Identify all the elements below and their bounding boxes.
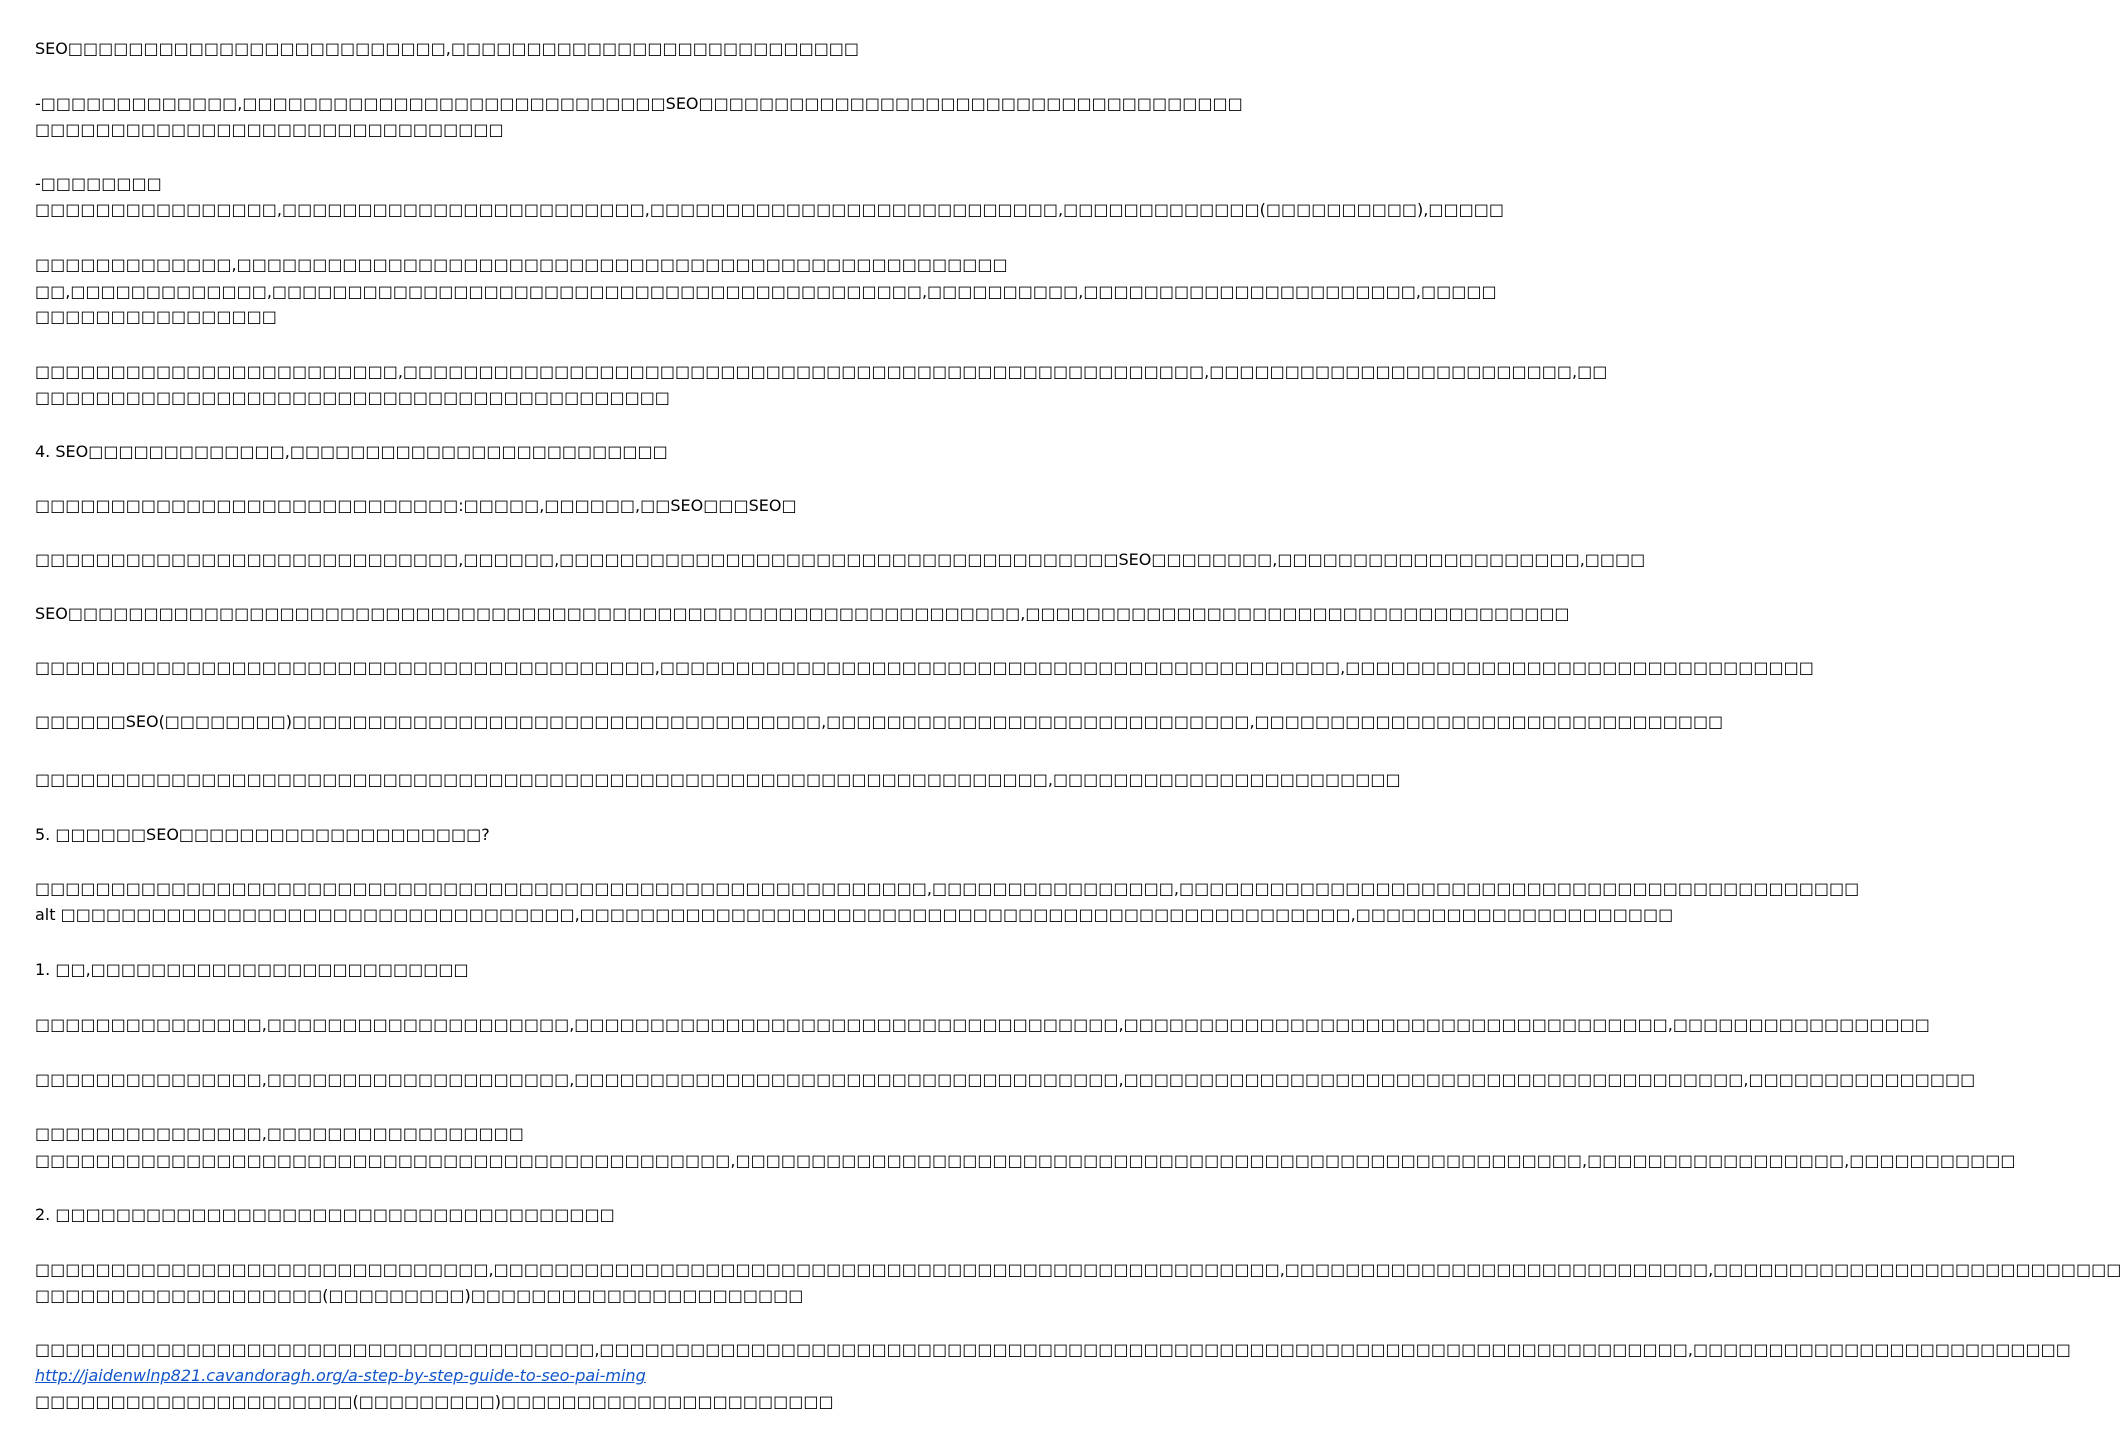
paragraph-18-line-1: □□□□□□□□□□□□□□□,□□□□□□□□□□□□□□□□□ — [35, 1124, 524, 1143]
paragraph-20-line-1: □□□□□□□□□□□□□□□□□□□□□□□□□□□□□□,□□□□□□□□□□□□□□□□□□□□□□□□□□□□□□□□□□□□□□□□□□□□□□□□□□□□,□□□□□□□□□□□□□□□□□□□□□□□□□□□□,□□□□□□□□□□□□□□□□□□□□□□□□□□□ — [35, 1260, 2121, 1279]
paragraph-17-line-1: □□□□□□□□□□□□□□□,□□□□□□□□□□□□□□□□□□□□,□□□□□□□□□□□□□□□□□□□□□□□□□□□□□□□□□□□□,□□□□□□□□□□□□□□□□□□□□□□□□□□□□□□□□□□□□□□□□□,□□□□□□□□□□□□□□□ — [35, 1070, 1976, 1089]
paragraph-7-line-1: □□□□□□□□□□□□□□□□□□□□□□□□□□□□:□□□□□,□□□□□□,□□SEO□□□SEO□ — [35, 496, 797, 515]
paragraph-10-line-1: □□□□□□□□□□□□□□□□□□□□□□□□□□□□□□□□□□□□□□□□□,□□□□□□□□□□□□□□□□□□□□□□□□□□□□□□□□□□□□□□□□□□□□□,□□□□□□□□□□□□□□□□□□□□□□□□□□□□□□□ — [35, 658, 1814, 677]
paragraph-18-line-2: □□□□□□□□□□□□□□□□□□□□□□□□□□□□□□□□□□□□□□□□□□□□□□,□□□□□□□□□□□□□□□□□□□□□□□□□□□□□□□□□□□□□□□□□□□□□□□□□□□□□□□□,□□□□□□□□□□□□□□□□□,□□□□□□□□□□□ — [35, 1151, 2016, 1170]
paragraph-8-line-1: □□□□□□□□□□□□□□□□□□□□□□□□□□□□,□□□□□□,□□□□□□□□□□□□□□□□□□□□□□□□□□□□□□□□□□□□□SEO□□□□□□□□,□□□□□□□□□□□□□□□□□□□□,□□□□ — [35, 550, 1646, 569]
paragraph-1-line-1: SEO□□□□□□□□□□□□□□□□□□□□□□□□□,□□□□□□□□□□□□□□□□□□□□□□□□□□□ — [35, 39, 860, 58]
list-heading-1: 1. □□,□□□□□□□□□□□□□□□□□□□□□□□□□ — [35, 960, 469, 979]
paragraph-12-line-1: □□□□□□□□□□□□□□□□□□□□□□□□□□□□□□□□□□□□□□□□□□□□□□□□□□□□□□□□□□□□□□□□□□□,□□□□□□□□□□□□□□□□□□□□□□□ — [35, 770, 1401, 789]
paragraph-2-line-2: □□□□□□□□□□□□□□□□□□□□□□□□□□□□□□□ — [35, 120, 504, 139]
paragraph-16-line-1: □□□□□□□□□□□□□□□,□□□□□□□□□□□□□□□□□□□□,□□□□□□□□□□□□□□□□□□□□□□□□□□□□□□□□□□□□,□□□□□□□□□□□□□□□□□□□□□□□□□□□□□□□□□□□□,□□□□□□□□□□□□□□□□□ — [35, 1015, 1930, 1034]
paragraph-21-line-3: □□□□□□□□□□□□□□□□□□□□□(□□□□□□□□□)□□□□□□□□□□□□□□□□□□□□□□ — [35, 1392, 834, 1411]
paragraph-2-line-1: -□□□□□□□□□□□□□,□□□□□□□□□□□□□□□□□□□□□□□□□□□□SEO□□□□□□□□□□□□□□□□□□□□□□□□□□□□□□□□□□□□ — [35, 94, 1243, 113]
paragraph-5-line-1: □□□□□□□□□□□□□□□□□□□□□□□□,□□□□□□□□□□□□□□□□□□□□□□□□□□□□□□□□□□□□□□□□□□□□□□□□□□□□□,□□□□□□□□□□□□□□□□□□□□□□□□,□□ — [35, 362, 1608, 381]
paragraph-4-line-1: □□□□□□□□□□□□□,□□□□□□□□□□□□□□□□□□□□□□□□□□□□□□□□□□□□□□□□□□□□□□□□□□□ — [35, 255, 1008, 274]
list-heading-2: 2. □□□□□□□□□□□□□□□□□□□□□□□□□□□□□□□□□□□□□ — [35, 1205, 615, 1224]
paragraph-5-line-2: □□□□□□□□□□□□□□□□□□□□□□□□□□□□□□□□□□□□□□□□□□ — [35, 388, 670, 407]
paragraph-14-line-2: alt □□□□□□□□□□□□□□□□□□□□□□□□□□□□□□□□□□,□□□□□□□□□□□□□□□□□□□□□□□□□□□□□□□□□□□□□□□□□□□□□□□□□□□,□□□□□□□□□□□□□□□□□□□□□ — [35, 905, 1674, 924]
paragraph-14-line-1: □□□□□□□□□□□□□□□□□□□□□□□□□□□□□□□□□□□□□□□□□□□□□□□□□□□□□□□□□□□,□□□□□□□□□□□□□□□□,□□□□□□□□□□□□□□□□□□□□□□□□□□□□□□□□□□□□□□□□□□□□□ — [35, 879, 1860, 898]
paragraph-3-line-1: -□□□□□□□□ — [35, 174, 162, 193]
paragraph-11-line-1: □□□□□□SEO(□□□□□□□□)□□□□□□□□□□□□□□□□□□□□□□□□□□□□□□□□□□□,□□□□□□□□□□□□□□□□□□□□□□□□□□□□,□□□□□□□□□□□□□□□□□□□□□□□□□□□□□□□ — [35, 712, 1724, 731]
paragraph-21-line-1: □□□□□□□□□□□□□□□□□□□□□□□□□□□□□□□□□□□□□,□□□□□□□□□□□□□□□□□□□□□□□□□□□□□□□□□□□□□□□□□□□□□□□□□□□□□□□□□□□□□□□□□□□□□□□□,□□□□□□□□□□□□□□□□□□□□□□□□□ — [35, 1340, 2071, 1359]
paragraph-4-line-3: □□□□□□□□□□□□□□□□ — [35, 307, 277, 326]
paragraph-4-line-2: □□,□□□□□□□□□□□□□,□□□□□□□□□□□□□□□□□□□□□□□□□□□□□□□□□□□□□□□□□□□,□□□□□□□□□□,□□□□□□□□□□□□□□□□□□□□□□,□□□□□ — [35, 282, 1497, 301]
paragraph-9-line-1: SEO□□□□□□□□□□□□□□□□□□□□□□□□□□□□□□□□□□□□□□□□□□□□□□□□□□□□□□□□□□□□□□□,□□□□□□□□□□□□□□□□□□□□□□□□□□□□□□□□□□□□ — [35, 604, 1570, 623]
paragraph-3-line-2: □□□□□□□□□□□□□□□□,□□□□□□□□□□□□□□□□□□□□□□□□,□□□□□□□□□□□□□□□□□□□□□□□□□□□,□□□□□□□□□□□□□(□□□□□□□□□□),□□□□□ — [35, 200, 1504, 219]
paragraph-20-line-2: □□□□□□□□□□□□□□□□□□□(□□□□□□□□□)□□□□□□□□□□□□□□□□□□□□□□ — [35, 1286, 804, 1305]
section-heading-4: 4. SEO□□□□□□□□□□□□□,□□□□□□□□□□□□□□□□□□□□□□□□□ — [35, 442, 668, 461]
section-heading-5: 5. □□□□□□SEO□□□□□□□□□□□□□□□□□□□□? — [35, 825, 490, 844]
article-link[interactable]: http://jaidenwlnp821.cavandoragh.org/a-step-by-step-guide-to-seo-pai-ming — [35, 1366, 646, 1385]
